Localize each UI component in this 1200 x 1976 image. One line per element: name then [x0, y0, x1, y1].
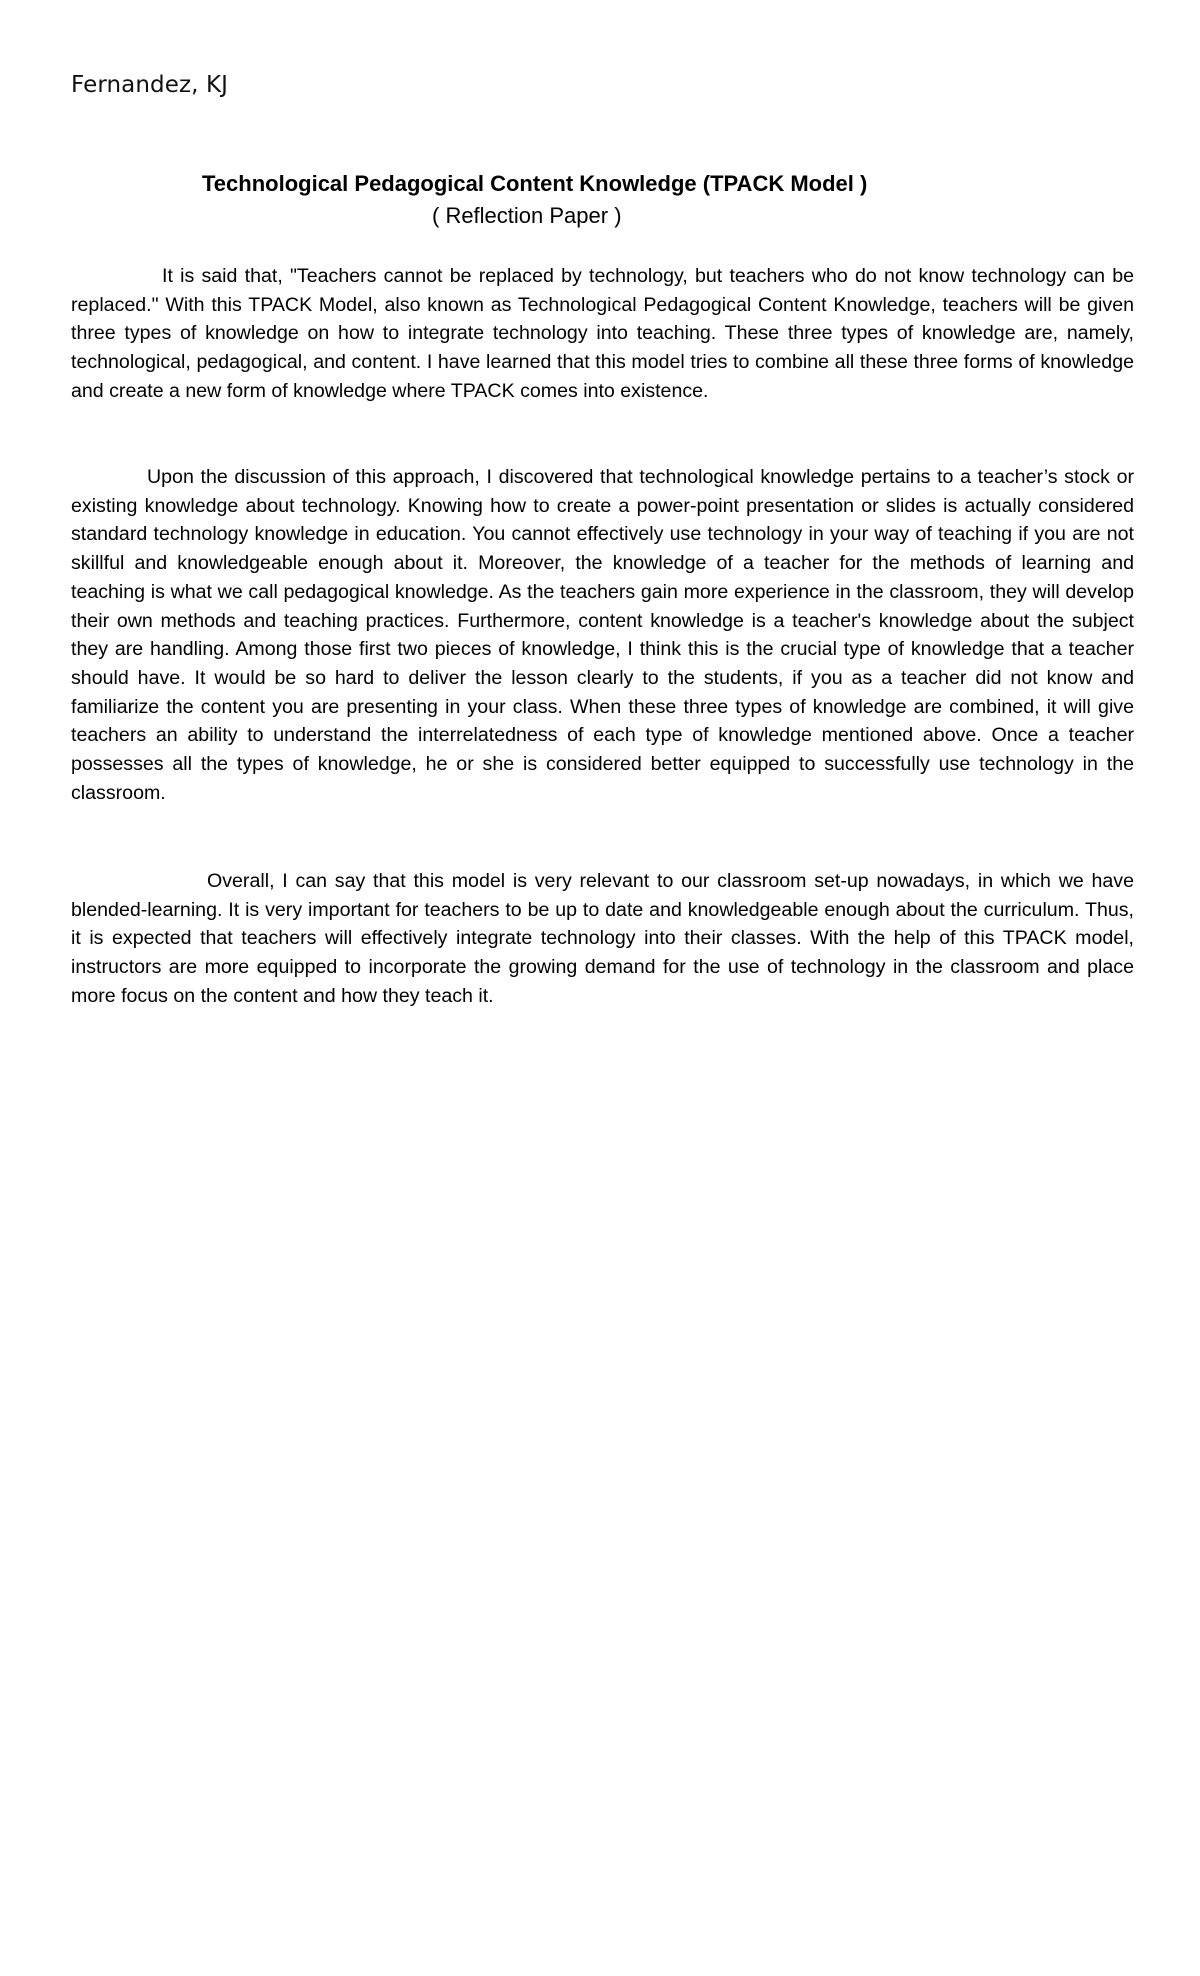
body-paragraph-3: Overall, I can say that this model is very relevant to our classroom set-up nowadays, in which we have blended-learning. It is very important for teachers to be up to date and knowledgeable enough about the curriculum. Thus, it is expected that teachers will effectively integrate technology into their classes. With the help of this TPACK model, instructors are more equipped to incorporate the growing demand for the use of technology in the classroom and place more focus on the content and how they teach it. — [71, 870, 1134, 1007]
body-paragraph-1: It is said that, "Teachers cannot be replaced by technology, but teachers who do not know technology can be replaced." With this TPACK Model, also known as Technological Pedagogical Content Knowledge, teachers will be given three types of knowledge on how to integrate technology into teaching. These three types of knowledge are, namely, technological, pedagogical, and content. I have learned that this model tries to combine all these three forms of knowledge and create a new form of knowledge where TPACK comes into existence. — [71, 265, 1134, 402]
document-subtitle: ( Reflection Paper ) — [432, 203, 622, 228]
body-paragraph-2: Upon the discussion of this approach, I discovered that technological knowledge pertains to a teacher’s stock or existing knowledge about technology. Knowing how to create a power-point presentation or slides is actually considered standard technology knowledge in education. You cannot effectively use technology in your way of teaching if you are not skillful and knowledgeable enough about it. Moreover, the knowledge of a teacher for the methods of learning and teaching is what we call pedagogical knowledge. As the teachers gain more experience in the classroom, they will develop their own methods and teaching practices. Furthermore, content knowledge is a teacher's knowledge about the subject they are handling. Among those first two pieces of knowledge, I think this is the crucial type of knowledge that a teacher should have. It would be so hard to deliver the lesson clearly to the students, if you as a teacher did not know and familiarize the content you are presenting in your class. When these three types of knowledge are combined, it will give teachers an ability to understand the interrelatedness of each type of knowledge mentioned above. Once a teacher possesses all the types of knowledge, he or she is considered better equipped to successfully use technology in the classroom. — [71, 466, 1134, 804]
author-name: Fernandez, KJ — [71, 72, 229, 98]
document-title: Technological Pedagogical Content Knowledge (TPACK Model ) — [202, 171, 868, 196]
